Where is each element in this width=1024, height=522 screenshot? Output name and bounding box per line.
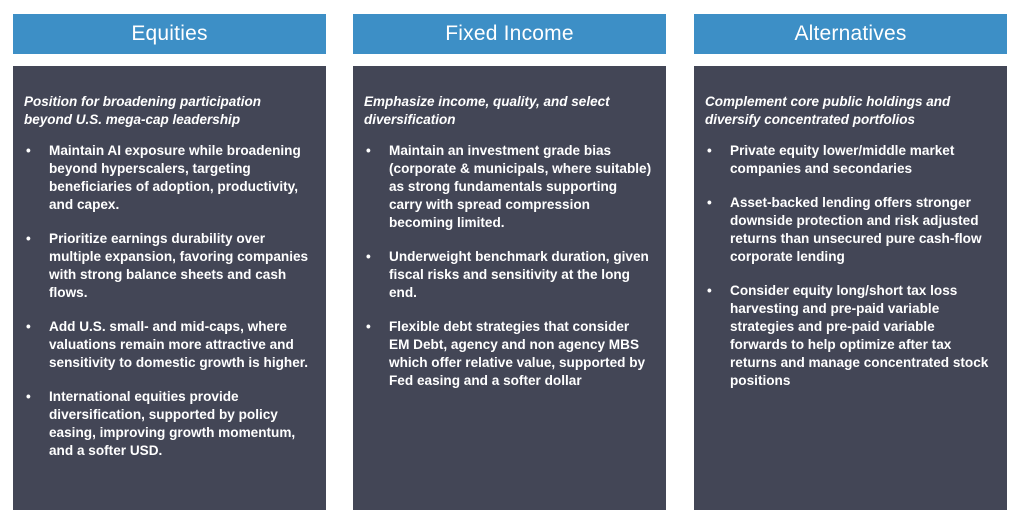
column-header: Fixed Income <box>353 14 666 54</box>
bullet-icon: • <box>366 249 371 264</box>
bullet-icon: • <box>26 389 31 404</box>
list-item <box>24 388 312 460</box>
list-item <box>24 318 312 372</box>
list-item-text: Consider equity long/short tax loss harvesting and pre-paid variable strategies and pre-paid variable forwards to help optimize after tax returns and manage concentrated stock positions <box>730 283 989 388</box>
list-item-text: Private equity lower/middle market companies and secondaries <box>730 143 955 176</box>
bullet-list <box>705 142 993 390</box>
column-subtitle: Emphasize income, quality, and select diversification <box>364 94 610 127</box>
list-item <box>364 142 652 232</box>
list-item <box>705 194 993 266</box>
list-item-text: Flexible debt strategies that consider EM Debt, agency and non agency MBS which offer relative value, supported by Fed easing and a softer dollar <box>389 319 646 388</box>
column-panel <box>694 66 1007 510</box>
list-item-text: Asset-backed lending offers stronger downside protection and risk adjusted returns than unsecured pure cash-flow corporate lending <box>730 195 982 264</box>
list-item-text: Maintain an investment grade bias (corporate & municipals, where suitable) as strong fundamentals supporting carry with spread compression becoming limited. <box>389 143 652 230</box>
column-header: Equities <box>13 14 326 54</box>
bullet-icon: • <box>26 319 31 334</box>
list-item <box>24 230 312 302</box>
list-item <box>705 282 993 390</box>
list-item-text: Add U.S. small- and mid-caps, where valuations remain more attractive and sensitivity to domestic growth is higher. <box>49 319 309 370</box>
bullet-icon: • <box>366 143 371 158</box>
list-item <box>705 142 993 178</box>
bullet-icon: • <box>707 143 712 158</box>
bullet-icon: • <box>26 143 31 158</box>
list-item-text: Maintain AI exposure while broadening beyond hyperscalers, targeting beneficiaries of adoption, productivity, and capex. <box>49 143 301 212</box>
list-item-text: Underweight benchmark duration, given fiscal risks and sensitivity at the long end. <box>389 249 649 300</box>
bullet-icon: • <box>707 195 712 210</box>
list-item-text: Prioritize earnings durability over multiple expansion, favoring companies with strong balance sheets and cash flows. <box>49 231 309 300</box>
bullet-icon: • <box>366 319 371 334</box>
list-item <box>24 142 312 214</box>
column-subtitle: Complement core public holdings and diversify concentrated portfolios <box>705 94 951 127</box>
column-header: Alternatives <box>694 14 1007 54</box>
list-item-text: International equities provide diversification, supported by policy easing, improving growth momentum, and a softer USD. <box>49 389 296 458</box>
list-item <box>364 248 652 302</box>
column-panel <box>13 66 326 510</box>
bullet-icon: • <box>707 283 712 298</box>
column-subtitle: Position for broadening participation beyond U.S. mega-cap leadership <box>24 94 262 127</box>
bullet-list <box>24 142 312 460</box>
column-panel <box>353 66 666 510</box>
list-item <box>364 318 652 390</box>
bullet-list <box>364 142 652 390</box>
bullet-icon: • <box>26 231 31 246</box>
